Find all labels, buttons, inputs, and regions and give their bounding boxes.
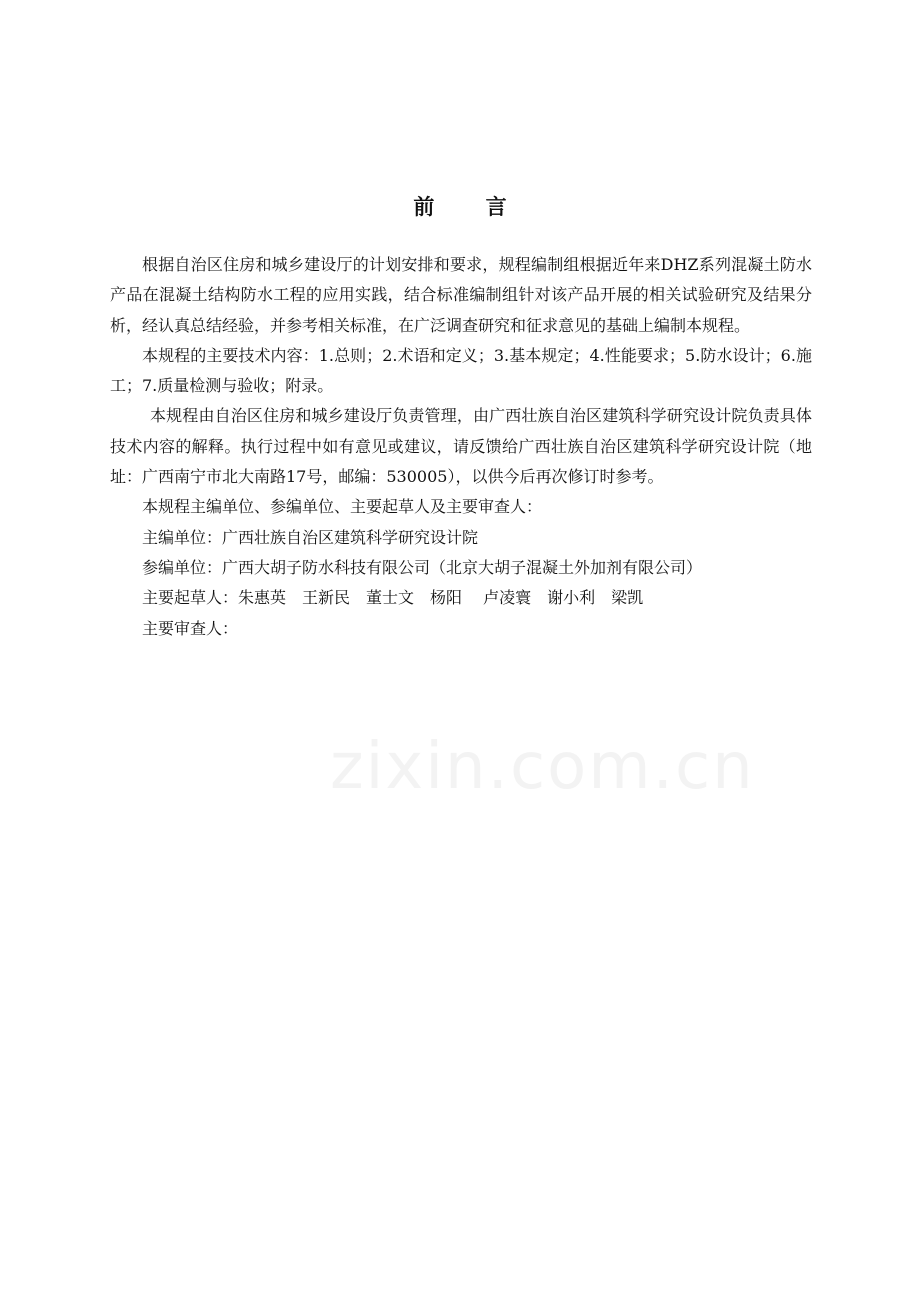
participating-unit: 参编单位：广西大胡子防水科技有限公司（北京大胡子混凝土外加剂有限公司） [142, 557, 703, 577]
drafters-list: 主要起草人：朱惠英 王新民 董士文 杨阳 卢凌寰 谢小利 梁凯 [142, 588, 644, 608]
reviewers-list: 主要审查人： [142, 618, 239, 638]
units-intro: 本规程主编单位、参编单位、主要起草人及主要审查人： [142, 497, 543, 517]
paragraph-management: 本规程由自治区住房和城乡建设厅负责管理，由广西壮族自治区建筑科学研究设计院负责具体技术内容的解释。执行过程中如有意见或建议，请反馈给广西壮族自治区建筑科学研究设计院（地址：广西南宁市北大南路17号，邮编：530005），以供今后再次修订时参考。 [110, 406, 812, 487]
watermark: zixin.com.cn [330, 730, 755, 804]
paragraph-contents: 本规程的主要技术内容：1.总则；2.术语和定义；3.基本规定；4.性能要求；5.防水设计；6.施工；7.质量检测与验收；附录。 [110, 345, 812, 396]
chief-unit: 主编单位：广西壮族自治区建筑科学研究设计院 [142, 527, 479, 547]
document-body [110, 250, 812, 644]
paragraph-background: 根据自治区住房和城乡建设厅的计划安排和要求，规程编制组根据近年来DHZ系列混凝土防水产品在混凝土结构防水工程的应用实践，结合标准编制组针对该产品开展的相关试验研究及结果分析，经认真总结经验，并参考相关标准，在广泛调查研究和征求意见的基础上编制本规程。 [110, 255, 812, 335]
page-title: 前 言 [413, 194, 529, 219]
